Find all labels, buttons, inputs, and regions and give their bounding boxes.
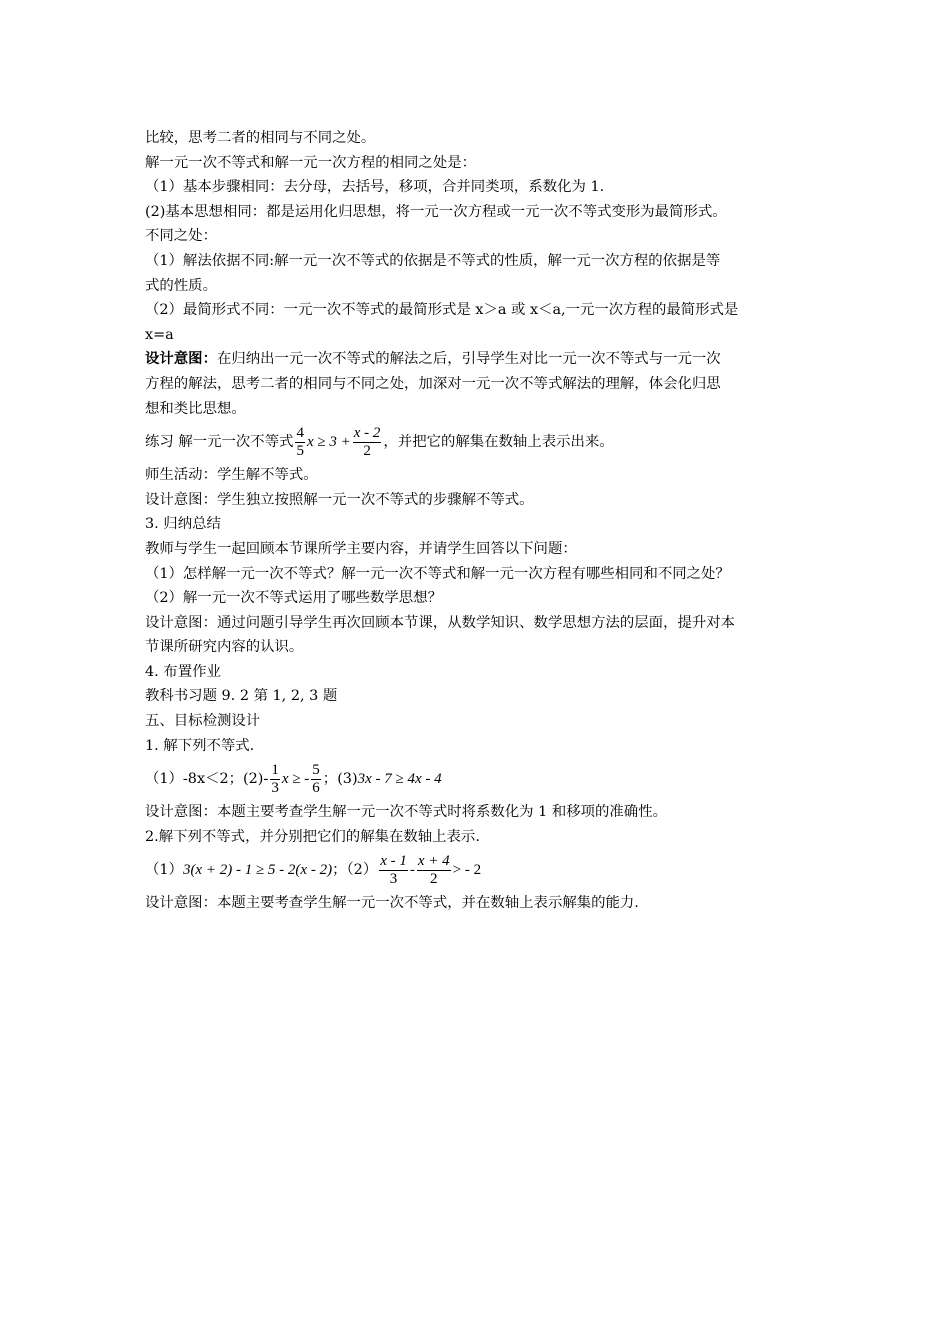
text-line: 2.解下列不等式，并分别把它们的解集在数轴上表示. — [145, 828, 480, 845]
text-line: 教师与学生一起回顾本节课所学主要内容，并请学生回答以下问题： — [145, 540, 577, 557]
denominator: 2 — [363, 442, 371, 459]
text-line: 设计意图：本题主要考查学生解一元一次不等式时将系数化为 1 和移项的准确性。 — [145, 804, 667, 821]
text-line: 方程的解法，思考二者的相同与不同之处，加深对一元一次不等式解法的理解，体会化归思 — [145, 375, 721, 392]
math-expression: 3(x + 2) - 1 ≥ 5 - 2(x - 2) — [182, 862, 333, 879]
text-line: 设计意图：本题主要考查学生解一元一次不等式，并在数轴上表示解集的能力. — [145, 895, 639, 912]
math-expression: x ≥ 3 + — [306, 434, 351, 451]
numerator: x - 2 — [353, 424, 381, 441]
text-line: 想和类比思想。 — [145, 400, 246, 417]
text-line: （1）怎样解一元一次不等式？解一元一次不等式和解一元一次方程有哪些相同和不同之处？ — [145, 565, 730, 582]
text-line: 节课所研究内容的认识。 — [145, 639, 304, 656]
numerator: 5 — [312, 761, 320, 778]
numerator: x - 1 — [380, 852, 407, 869]
exercise-prefix: （1）-8x＜2；(2) — [145, 771, 264, 788]
text-line: x=a — [145, 326, 174, 343]
section-heading: 五、目标检测设计 — [145, 713, 261, 730]
design-intent-line — [145, 347, 825, 372]
text-line: 式的性质。 — [145, 277, 217, 294]
document-page — [145, 126, 825, 916]
text-line: （1）解法依据不同:解一元一次不等式的依据是不等式的性质，解一元一次方程的依据是等 — [145, 252, 721, 269]
exercise-separator: ；（2） — [332, 862, 378, 879]
fraction — [379, 853, 408, 888]
text-line: （1）基本步骤相同：去分母，去括号，移项，合并同类项，系数化为 1. — [145, 179, 605, 196]
exercise-2-line — [145, 849, 825, 891]
text-line: 1. 解下列不等式. — [145, 737, 255, 754]
design-intent-label: 设计意图： — [145, 350, 217, 368]
denominator: 3 — [389, 870, 398, 887]
exercise-separator: ；(3) — [322, 771, 358, 788]
text-line: (2)基本思想相同：都是运用化归思想，将一元一次方程或一元一次不等式变形为最简形式。 — [145, 203, 727, 220]
practice-suffix: ，并把它的解集在数轴上表示出来。 — [383, 434, 614, 451]
text-line: 教科书习题 9. 2 第 1, 2, 3 题 — [145, 688, 338, 705]
text-line: 不同之处： — [145, 228, 217, 245]
numerator: 4 — [296, 424, 304, 441]
exercise-prefix: （1） — [145, 862, 183, 879]
text-line: 设计意图：学生独立按照解一元一次不等式的步骤解不等式。 — [145, 491, 534, 508]
text-line: 设计意图：通过问题引导学生再次回顾本节课，从数学知识、数学思想方法的层面，提升对本 — [145, 614, 736, 631]
fraction — [295, 425, 305, 460]
math-expression: - — [263, 771, 269, 788]
text-line: 解一元一次不等式和解一元一次方程的相同之处是： — [145, 154, 476, 171]
denominator: 5 — [296, 442, 304, 459]
fraction — [311, 762, 321, 797]
practice-line — [145, 421, 825, 463]
numerator: x + 4 — [417, 852, 450, 869]
math-expression: - — [409, 862, 415, 879]
denominator: 6 — [312, 779, 320, 796]
section-heading: 3. 归纳总结 — [145, 516, 221, 533]
math-expression: 3x - 7 ≥ 4x - 4 — [357, 771, 442, 788]
text-line: 比较，思考二者的相同与不同之处。 — [145, 130, 376, 146]
numerator: 1 — [271, 761, 279, 778]
design-intent-text: 在归纳出一元一次不等式的解法之后，引导学生对比一元一次不等式与一元一次 — [216, 351, 721, 368]
practice-prefix: 练习 解一元一次不等式 — [145, 434, 294, 451]
fraction — [417, 853, 451, 888]
fraction — [270, 762, 280, 797]
exercise-1-line — [145, 758, 825, 800]
math-expression: x ≥ - — [281, 771, 310, 788]
math-expression: > - 2 — [452, 862, 482, 879]
text-line: （2）最简形式不同：一元一次不等式的最简形式是 x＞a 或 x＜a,一元一次方程的最简形式是 — [145, 302, 739, 319]
text-line: （2）解一元一次不等式运用了哪些数学思想？ — [145, 590, 442, 607]
text-line: 师生活动：学生解不等式。 — [145, 467, 318, 484]
denominator: 3 — [271, 779, 279, 796]
section-heading: 4. 布置作业 — [145, 663, 221, 680]
denominator: 2 — [430, 870, 438, 887]
fraction — [353, 425, 382, 460]
